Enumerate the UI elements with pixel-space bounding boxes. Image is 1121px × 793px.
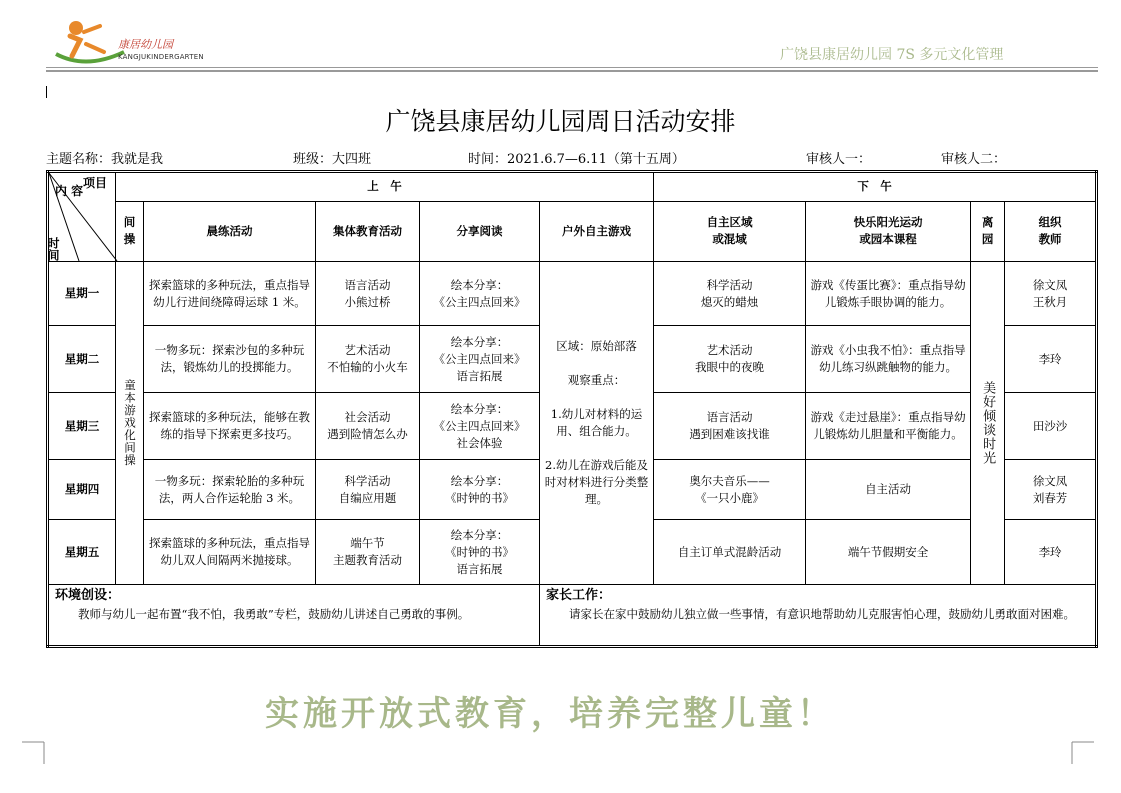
- sunshine-cell: 游戏《走过悬崖》：重点指导幼儿锻炼幼儿胆量和平衡能力。: [806, 393, 971, 460]
- teacher-cell: 田沙沙: [1005, 393, 1097, 460]
- sunshine-cell: 游戏《小虫我不怕》：重点指导幼儿练习纵跳触物的能力。: [806, 326, 971, 393]
- parent-work-body: 请家长在家中鼓励幼儿独立做一些事情，有意识地帮助幼儿克服害怕心理，鼓励幼儿勇敢面对困难。: [569, 607, 1075, 621]
- area-cell: 科学活动 熄灭的蜡烛: [654, 262, 806, 326]
- logo-subtitle: KANGJUKINDERGARTEN: [118, 53, 204, 61]
- corner-content-label: 内 容: [55, 184, 84, 198]
- corner-header: [48, 172, 116, 262]
- col-teacher: 组织 教师: [1005, 201, 1097, 261]
- sunshine-cell: 自主活动: [806, 460, 971, 520]
- area-cell: 奥尔夫音乐—— 《一只小鹿》: [654, 460, 806, 520]
- class-name: 班级：大四班: [293, 152, 372, 167]
- group-edu-cell: 语言活动 小熊过桥: [316, 262, 420, 326]
- footer-row: [48, 585, 1097, 647]
- teacher-cell: 徐文凤 王秋月: [1005, 262, 1097, 326]
- parent-work-title: 家长工作：: [546, 588, 612, 603]
- share-read-cell: 绘本分享： 《公主四点回来》 社会体验: [420, 393, 540, 460]
- day-label: 星期三: [48, 393, 116, 460]
- header-rule: [46, 67, 1098, 68]
- col-break-exercise: 间操: [116, 201, 144, 261]
- morning-exercise-cell: 探索篮球的多种玩法，重点指导幼儿双人间隔两米抛接球。: [144, 520, 316, 585]
- group-edu-cell: 科学活动 自编应用题: [316, 460, 420, 520]
- share-read-cell: 绘本分享： 《公主四点回来》 语言拓展: [420, 326, 540, 393]
- area-cell: 自主订单式混龄活动: [654, 520, 806, 585]
- teacher-cell: 徐文凤 刘春芳: [1005, 460, 1097, 520]
- day-label: 星期五: [48, 520, 116, 585]
- col-outdoor-game: 户外自主游戏: [540, 201, 654, 261]
- column-header-row: [48, 201, 1097, 261]
- col-group-edu: 集体教育活动: [316, 201, 420, 261]
- text-cursor: [46, 86, 47, 98]
- share-read-cell: 绘本分享： 《公主四点回来》: [420, 262, 540, 326]
- page-title: 广饶县康居幼儿园周日活动安排: [385, 107, 736, 136]
- logo-name: 康居幼儿园: [118, 38, 173, 51]
- teacher-cell: 李玲: [1005, 326, 1097, 393]
- morning-exercise-cell: 探索篮球的多种玩法，能够在教练的指导下探索更多技巧。: [144, 393, 316, 460]
- col-area: 自主区域 或混域: [654, 201, 806, 261]
- environment-cell: [48, 585, 540, 647]
- slogan: 实施开放式教育，培养完整儿童！: [265, 694, 835, 734]
- day-label: 星期二: [48, 326, 116, 393]
- environment-title: 环境创设：: [55, 588, 121, 603]
- col-morning-exercise: 晨练活动: [144, 201, 316, 261]
- sunshine-cell: 端午节假期安全: [806, 520, 971, 585]
- outdoor-game-cell: 区域：原始部落 观察重点： 1.幼儿对材料的运用、组合能力。 2.幼儿在游戏后能及时对材料进行分类整理。: [540, 262, 654, 585]
- area-cell: 艺术活动 我眼中的夜晚: [654, 326, 806, 393]
- corner-diagonal-lines: [46, 173, 117, 261]
- table-row: [48, 262, 1097, 326]
- share-read-cell: 绘本分享： 《时钟的书》: [420, 460, 540, 520]
- share-read-cell: 绘本分享： 《时钟的书》 语言拓展: [420, 520, 540, 585]
- col-sunshine: 快乐阳光运动 或园本课程: [806, 201, 971, 261]
- morning-exercise-cell: 一物多玩：探索沙包的多种玩法，锻炼幼儿的投掷能力。: [144, 326, 316, 393]
- sunshine-cell: 游戏《传蛋比赛》：重点指导幼儿锻炼手眼协调的能力。: [806, 262, 971, 326]
- corner-item-label: 项目: [83, 176, 108, 190]
- teacher-cell: 李玲: [1005, 520, 1097, 585]
- morning-exercise-cell: 探索篮球的多种玩法，重点指导幼儿行进间绕障碍运球 1 米。: [144, 262, 316, 326]
- group-edu-cell: 端午节 主题教育活动: [316, 520, 420, 585]
- col-leave: 离园: [971, 201, 1005, 261]
- time-range: 时间：2021.6.7—6.11（第十五周）: [468, 152, 685, 167]
- col-share-read: 分享阅读: [420, 201, 540, 261]
- reviewer-two: 审核人二：: [941, 152, 1007, 167]
- environment-body: 教师与幼儿一起布置“我不怕，我勇敢”专栏，鼓励幼儿讲述自己勇敢的事例。: [78, 607, 470, 621]
- leave-cell: 美好倾谈时光: [971, 262, 1005, 585]
- crop-mark-bottom-right-icon: [1072, 742, 1094, 764]
- corner-time-label: 时间: [46, 237, 60, 261]
- break-exercise-cell: 童本游戏化间操: [116, 262, 144, 585]
- day-label: 星期四: [48, 460, 116, 520]
- afternoon-header: 下 午: [654, 172, 1097, 202]
- crop-mark-bottom-left-icon: [22, 742, 44, 764]
- area-cell: 语言活动 遇到困难该找谁: [654, 393, 806, 460]
- day-label: 星期一: [48, 262, 116, 326]
- group-edu-cell: 艺术活动 不怕输的小火车: [316, 326, 420, 393]
- group-edu-cell: 社会活动 遇到险情怎么办: [316, 393, 420, 460]
- reviewer-one: 审核人一：: [806, 152, 872, 167]
- parent-work-cell: [540, 585, 1097, 647]
- header-right-text: 广饶县康居幼儿园 7S 多元文化管理: [780, 47, 1004, 63]
- section-header-row: [48, 172, 1097, 202]
- morning-exercise-cell: 一物多玩：探索轮胎的多种玩法，两人合作运轮胎 3 米。: [144, 460, 316, 520]
- morning-header: 上 午: [116, 172, 654, 202]
- theme-name: 主题名称：我就是我: [46, 152, 164, 167]
- schedule-table: [46, 170, 1098, 648]
- header-rule-thick: [46, 70, 1098, 72]
